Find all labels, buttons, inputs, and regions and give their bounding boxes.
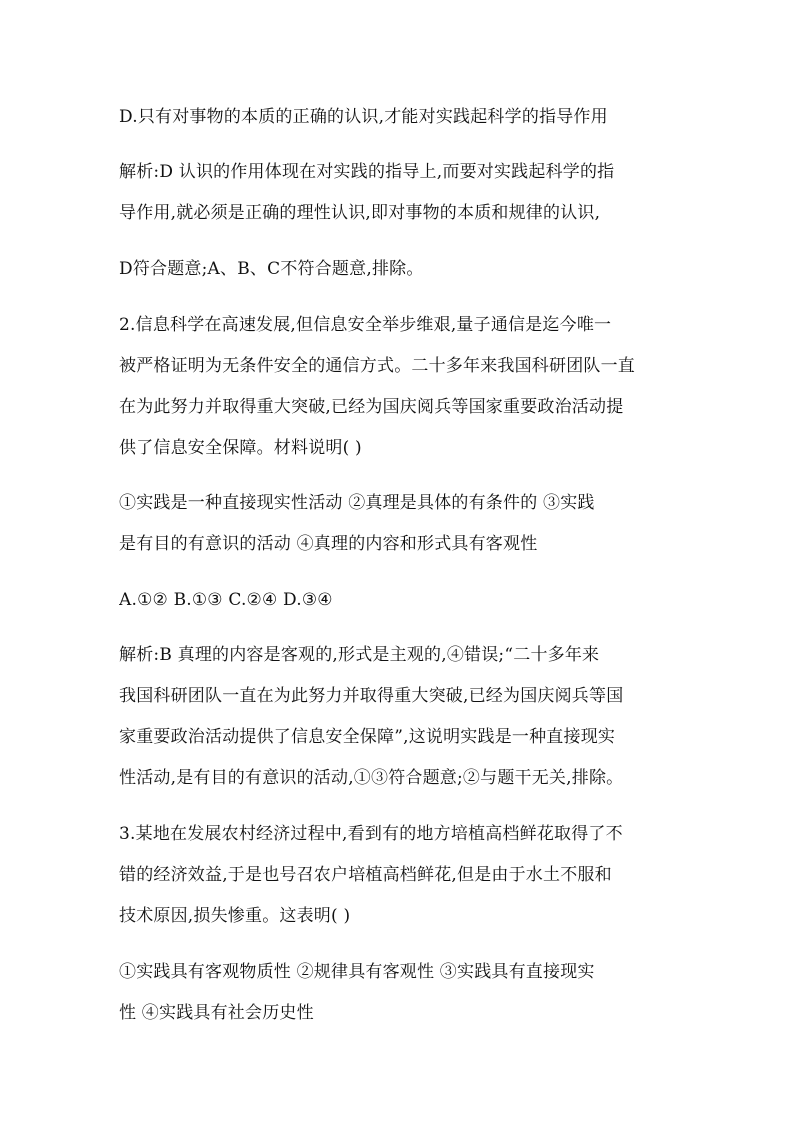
analysis-2-line-2: 我国科研团队一直在为此努力并取得重大突破,已经为国庆阅兵等国 — [119, 686, 624, 706]
analysis-1-line-3: D符合题意;A、B、C不符合题意,排除。 — [119, 259, 424, 279]
question-2-options: A.①② B.①③ C.②④ D.③④ — [119, 590, 333, 610]
question-3-line-1: 3.某地在发展农村经济过程中,看到有的地方培植高档鲜花取得了不 — [119, 824, 623, 844]
analysis-2-line-4: 性活动,是有目的有意识的活动,①③符合题意;②与题干无关,排除。 — [119, 768, 624, 788]
analysis-1-line-2: 导作用,就必须是正确的理性认识,即对事物的本质和规律的认识, — [119, 203, 601, 223]
question-3-statements-line-1: ①实践具有客观物质性 ②规律具有客观性 ③实践具有直接现实 — [119, 962, 595, 982]
question-3-line-3: 技术原因,损失惨重。这表明( ) — [119, 906, 351, 926]
option-d-line: D.只有对事物的本质的正确的认识,才能对实践起科学的指导作用 — [119, 107, 608, 127]
question-2-line-2: 被严格证明为无条件安全的通信方式。二十多年来我国科研团队一直 — [119, 356, 635, 376]
analysis-1-line-1: 解析:D 认识的作用体现在对实践的指导上,而要对实践起科学的指 — [119, 162, 615, 182]
question-2-statements-line-1: ①实践是一种直接现实性活动 ②真理是具体的有条件的 ③实践 — [119, 493, 595, 513]
question-3-statements-line-2: 性 ④实践具有社会历史性 — [119, 1003, 314, 1023]
analysis-2-line-3: 家重要政治活动提供了信息安全保障”,这说明实践是一种直接现实 — [119, 727, 616, 747]
question-2-line-4: 供了信息安全保障。材料说明( ) — [119, 438, 362, 458]
question-2-statements-line-2: 是有目的有意识的活动 ④真理的内容和形式具有客观性 — [119, 534, 538, 554]
analysis-2-line-1: 解析:B 真理的内容是客观的,形式是主观的,④错误;“二十多年来 — [119, 645, 600, 665]
question-3-line-2: 错的经济效益,于是也号召农户培植高档鲜花,但是由于水土不服和 — [119, 865, 612, 885]
question-2-line-1: 2.信息科学在高速发展,但信息安全举步维艰,量子通信是迄今唯一 — [119, 315, 612, 335]
question-2-line-3: 在为此努力并取得重大突破,已经为国庆阅兵等国家重要政治活动提 — [119, 397, 624, 417]
